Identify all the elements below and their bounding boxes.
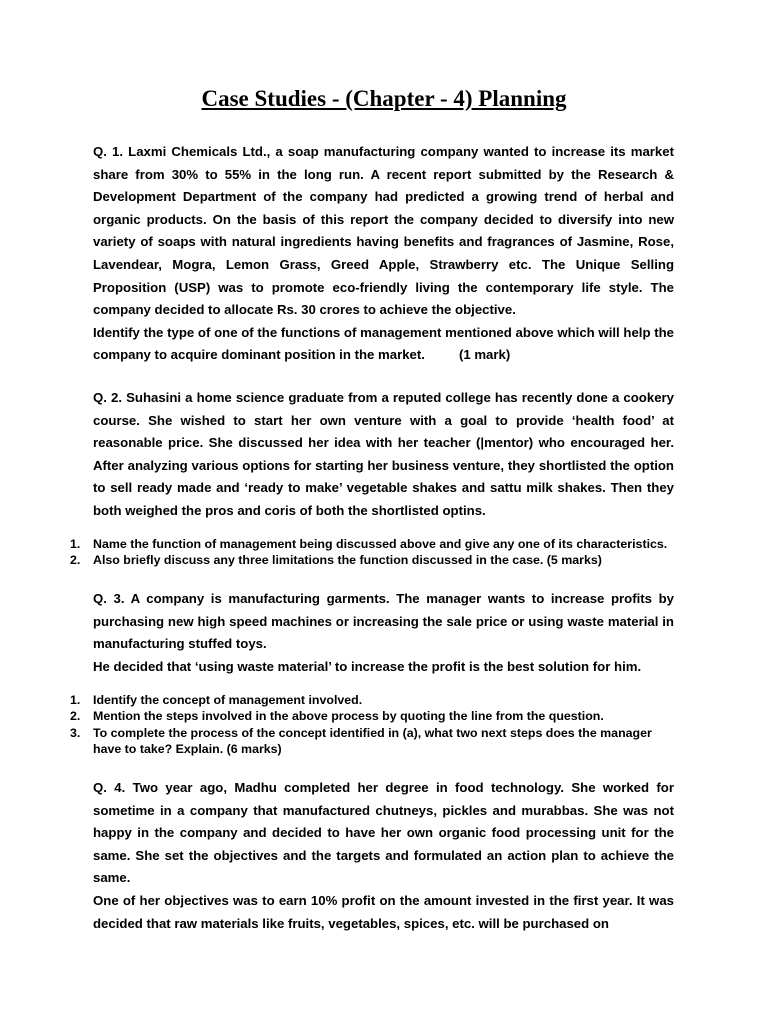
question-2-body: Q. 2. Suhasini a home science graduate from a reputed college has recently done a cookery course. She wished to start her own venture with a goal to provide ‘health food’ at reasonable price. She discussed her idea with her teacher (|mentor) who encouraged her. After analyzing various options for starting her business venture, they shortlisted the option to sell ready made and ‘ready to make’ vegetable shakes and sattu milk shakes. Then they both weighed the pros and coris of both the shortlisted optins. <box>93 390 674 518</box>
list-item <box>70 708 674 724</box>
list-item <box>70 692 674 708</box>
question-3 <box>93 588 674 678</box>
question-2 <box>93 387 674 523</box>
question-2-list <box>70 536 674 569</box>
list-item-number: 1. <box>70 693 81 707</box>
page-title: Case Studies - (Chapter - 4) Planning <box>201 86 567 111</box>
list-item <box>70 552 674 568</box>
list-item-text: Also briefly discuss any three limitations the function discussed in the case. (5 marks) <box>93 553 602 568</box>
question-4-body: Q. 4. Two year ago, Madhu completed her degree in food technology. She worked for sometime in a company that manufactured chutneys, pickles and murabbas. She was not happy in the company and decided to have her own organic food processing unit for the same. She set the objectives and the targets and formulated an action plan to achieve the same. <box>93 780 674 886</box>
question-1-ask <box>93 322 674 367</box>
list-item-number: 3. <box>70 725 81 740</box>
question-1-body: Q. 1. Laxmi Chemicals Ltd., a soap manufacturing company wanted to increase its market share from 30% to 55% in the long run. A recent report submitted by the Research & Development Department of the company had predicted a growing trend of herbal and organic products. On the basis of this report the company decided to diversify into new variety of soaps with natural ingredients having benefits and fragrances of Jasmine, Rose, Lavendear, Mogra, Lemon Grass, Greed Apple, Strawberry etc. The Unique Selling Proposition (USP) was to promote eco-friendly living the contemporary life style. The company decided to allocate Rs. 30 crores to achieve the objective. <box>93 144 674 318</box>
list-item <box>70 536 674 552</box>
question-4 <box>93 777 674 935</box>
question-3-list <box>70 692 674 758</box>
question-1-marks: (1 mark) <box>458 347 511 363</box>
list-item-text: To complete the process of the concept identified in (a), what two next steps does the manager have to take? Explain. (6 marks) <box>93 725 652 757</box>
list-item <box>70 725 674 758</box>
question-4-body-2: One of her objectives was to earn 10% profit on the amount invested in the first year. It was decided that raw materials like fruits, vegetables, spices, etc. will be purchased on <box>93 892 674 931</box>
list-item-text: Mention the steps involved in the above process by quoting the line from the question. <box>93 709 604 724</box>
question-3-body-2: He decided that ‘using waste material’ to increase the profit is the best solution for him. <box>93 658 642 674</box>
question-3-body: Q. 3. A company is manufacturing garments. The manager wants to increase profits by purchasing new high speed machines or increasing the sale price or using waste material in manufacturing stuffed toys. <box>93 591 674 652</box>
question-1-question: Identify the type of one of the functions of management mentioned above which will help the company to acquire dominant position in the market. <box>93 324 674 363</box>
list-item-text: Name the function of management being discussed above and give any one of its characteristics. <box>93 537 668 551</box>
list-item-text: Identify the concept of management involved. <box>93 693 363 707</box>
list-item-number: 2. <box>70 553 81 568</box>
question-1 <box>93 141 674 367</box>
list-item-number: 2. <box>70 709 81 724</box>
list-item-number: 1. <box>70 537 81 551</box>
